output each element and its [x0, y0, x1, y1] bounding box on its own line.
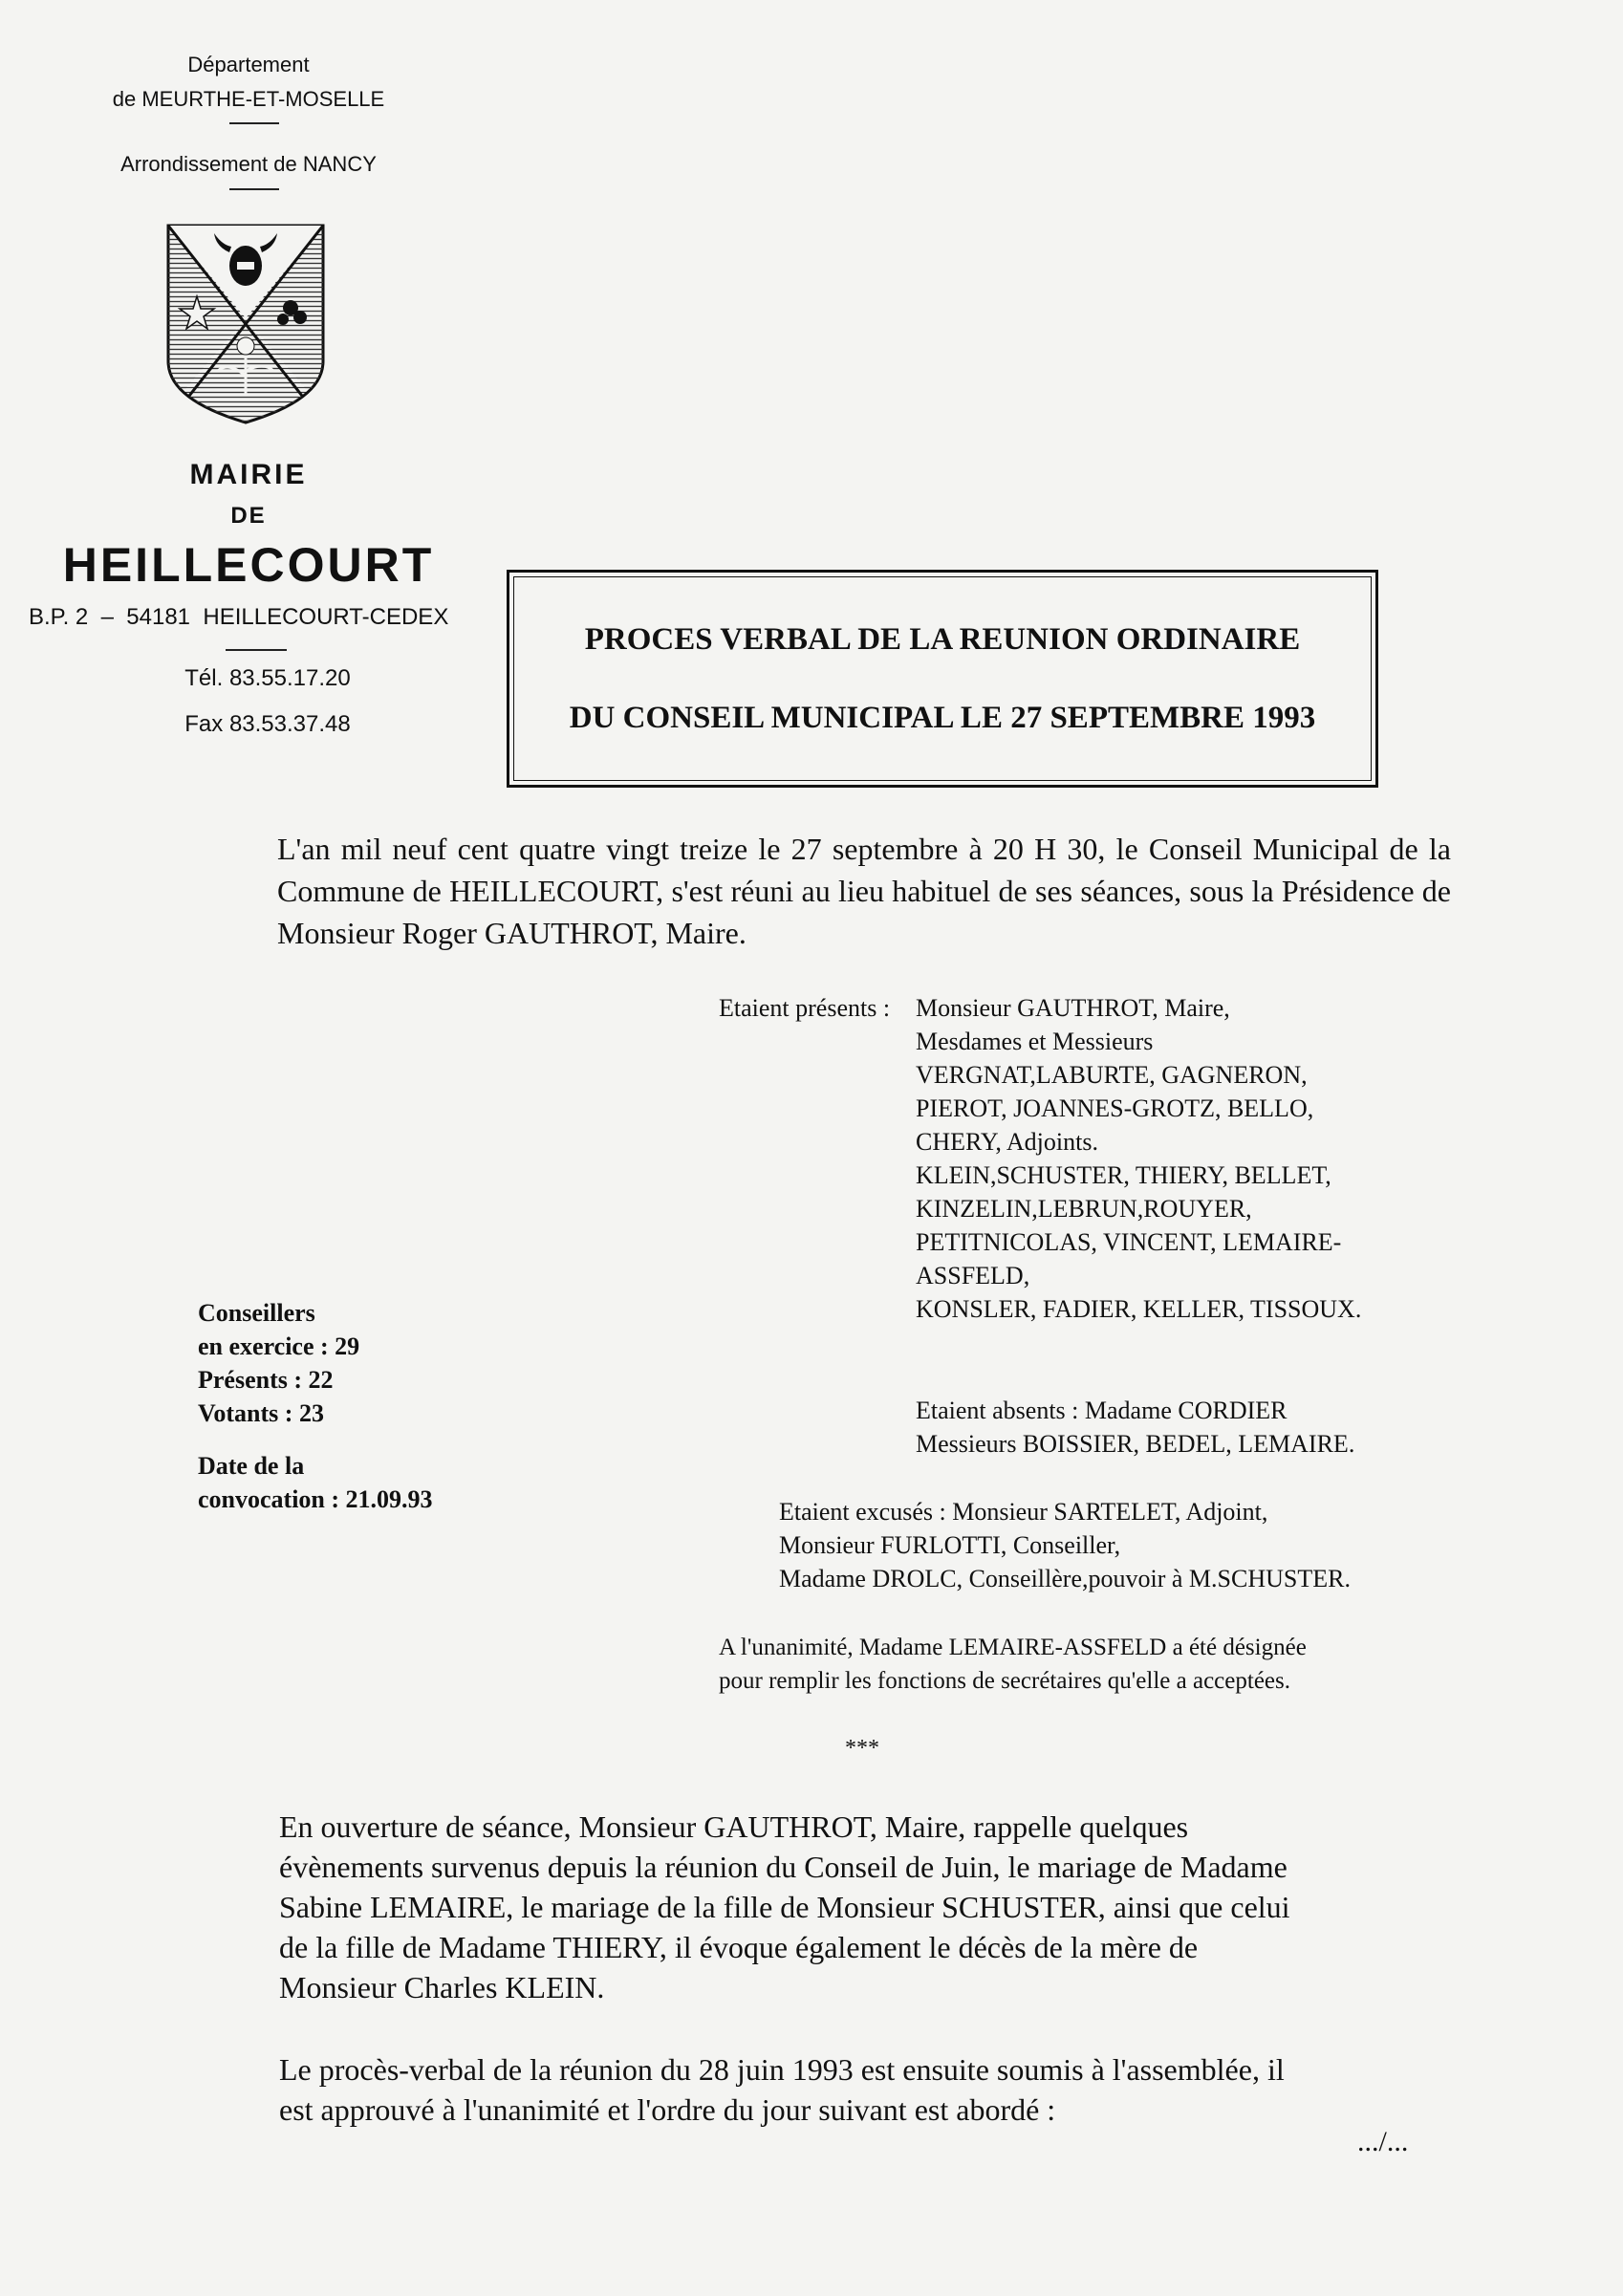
presents-line: Monsieur GAUTHROT, Maire,: [916, 994, 1230, 1022]
presents-label: Etaient présents :: [719, 994, 891, 1022]
presents-line: VERGNAT,LABURTE, GAGNERON,: [916, 1061, 1308, 1089]
pv-paragraph: [279, 2049, 1285, 2130]
absents-block: [916, 1394, 1354, 1461]
divider: [229, 122, 279, 124]
mairie-label: MAIRIE: [189, 459, 308, 490]
title-line-2: DU CONSEIL MUNICIPAL LE 27 SEPTEMBRE 1993: [569, 701, 1316, 735]
excuses-line: Monsieur FURLOTTI, Conseiller,: [779, 1531, 1121, 1559]
presents-list: [916, 991, 1361, 1326]
de-label: DE: [230, 503, 267, 529]
ouverture-paragraph: [279, 1807, 1290, 2007]
separator: ***: [845, 1736, 879, 1761]
ouverture-line: de la fille de Madame THIERY, il évoque également le décès de la mère de: [279, 1930, 1199, 1964]
presents-line: PIEROT, JOANNES-GROTZ, BELLO,: [916, 1094, 1314, 1122]
address: B.P. 2 – 54181 HEILLECOURT-CEDEX: [29, 604, 449, 630]
stats-presents: Présents : 22: [198, 1366, 334, 1394]
departement-name: de MEURTHE-ET-MOSELLE: [112, 87, 385, 111]
presents-line: KINZELIN,LEBRUN,ROUYER,: [916, 1195, 1252, 1223]
excuses-line: Etaient excusés : Monsieur SARTELET, Adjoint,: [779, 1498, 1268, 1526]
pv-line: est approuvé à l'unanimité et l'ordre du jour suivant est abordé :: [279, 2092, 1056, 2127]
ouverture-line: évènements survenus depuis la réunion du Conseil de Juin, le mariage de Madame: [279, 1850, 1288, 1884]
ouverture-line: Monsieur Charles KLEIN.: [279, 1970, 605, 2004]
stats-en-exercice: en exercice : 29: [198, 1332, 360, 1360]
coat-of-arms-logo: [161, 218, 331, 426]
pv-line: Le procès-verbal de la réunion du 28 juin 1993 est ensuite soumis à l'assemblée, il: [279, 2052, 1285, 2087]
council-stats: [198, 1296, 433, 1516]
departement-label: Département: [187, 53, 310, 76]
presents-line: ASSFELD,: [916, 1262, 1030, 1289]
presents-line: PETITNICOLAS, VINCENT, LEMAIRE-: [916, 1228, 1342, 1256]
excuses-line: Madame DROLC, Conseillère,pouvoir à M.SCHUSTER.: [779, 1565, 1351, 1592]
arrondissement: Arrondissement de NANCY: [120, 152, 377, 176]
stats-votants: Votants : 23: [198, 1399, 324, 1427]
title-box-inner-border: [513, 576, 1372, 781]
title-line-1: PROCES VERBAL DE LA REUNION ORDINAIRE: [584, 622, 1301, 657]
presents-line: KLEIN,SCHUSTER, THIERY, BELLET,: [916, 1161, 1331, 1189]
excuses-block: [779, 1495, 1351, 1595]
absents-line: Etaient absents : Madame CORDIER: [916, 1397, 1288, 1424]
convocation-label: Date de la: [198, 1452, 305, 1480]
presents-line: Mesdames et Messieurs: [916, 1028, 1154, 1055]
stats-conseillers: Conseillers: [198, 1299, 315, 1327]
intro-paragraph: L'an mil neuf cent quatre vingt treize le 27 septembre à 20 H 30, le Conseil Municipal de la Commune de HEILLECOURT, s'est réuni au lieu habituel de ses séances, sous la Présidence de Monsieur Roger GAUTHROT, Maire.: [277, 832, 1451, 950]
absents-line: Messieurs BOISSIER, BEDEL, LEMAIRE.: [916, 1430, 1355, 1458]
secretaire-line: pour remplir les fonctions de secrétaires qu'elle a acceptées.: [719, 1668, 1290, 1694]
title-box: [507, 570, 1378, 788]
secretaire-line: A l'unanimité, Madame LEMAIRE-ASSFELD a été désignée: [719, 1635, 1307, 1660]
convocation-date: convocation : 21.09.93: [198, 1485, 433, 1513]
divider: [226, 649, 287, 651]
fax: Fax 83.53.37.48: [184, 711, 351, 737]
secretaire-block: [719, 1631, 1307, 1698]
divider: [229, 188, 279, 190]
town-name: HEILLECOURT: [62, 538, 435, 592]
presents-line: KONSLER, FADIER, KELLER, TISSOUX.: [916, 1295, 1362, 1323]
ouverture-line: En ouverture de séance, Monsieur GAUTHROT, Maire, rappelle quelques: [279, 1809, 1189, 1844]
telephone: Tél. 83.55.17.20: [184, 665, 351, 691]
ouverture-line: Sabine LEMAIRE, le mariage de la fille de Monsieur SCHUSTER, ainsi que celui: [279, 1890, 1290, 1924]
continuation-mark: .../...: [1357, 2126, 1409, 2157]
presents-line: CHERY, Adjoints.: [916, 1128, 1098, 1156]
